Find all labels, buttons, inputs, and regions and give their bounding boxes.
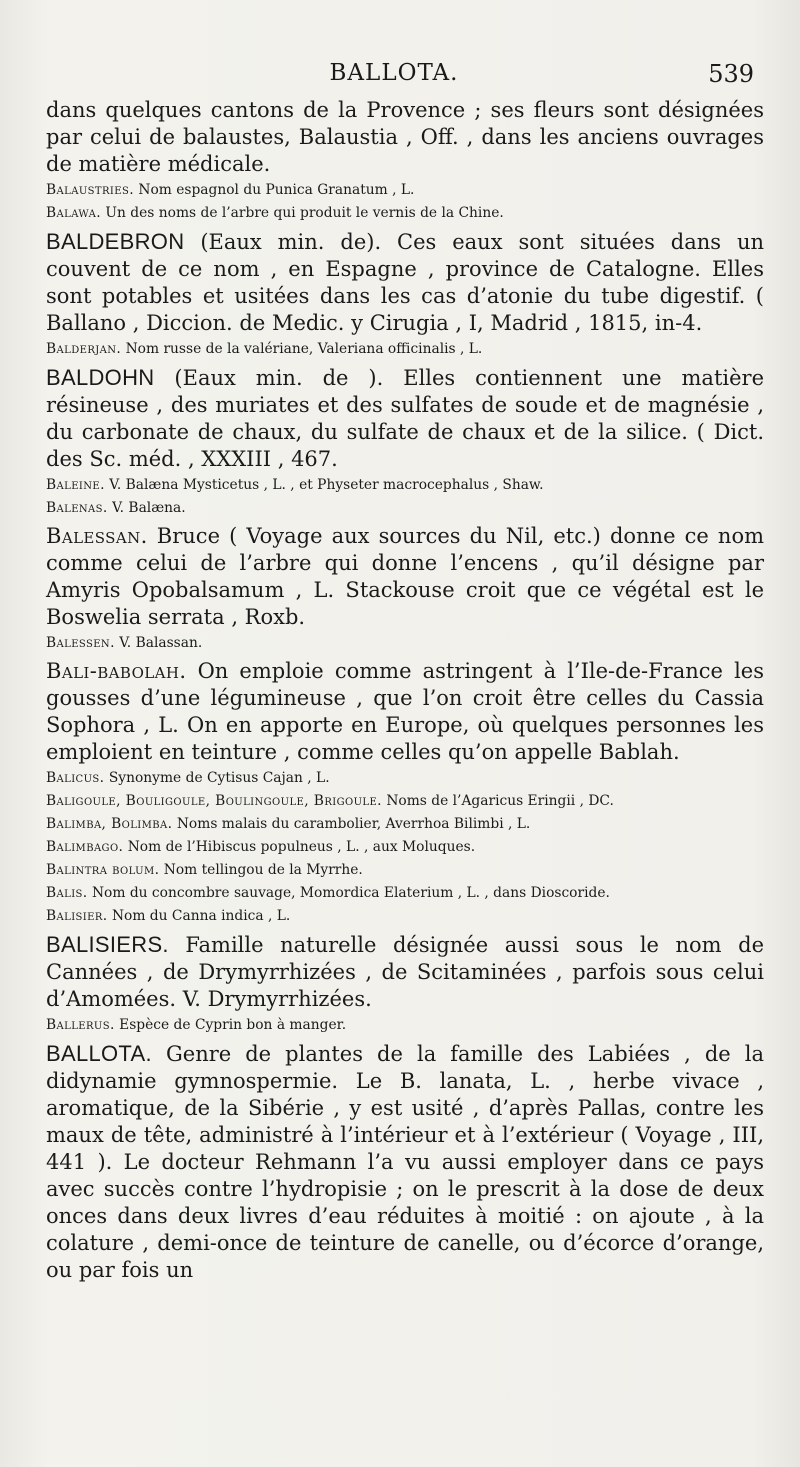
entry-term: Balimbago. bbox=[46, 839, 124, 855]
dictionary-entry bbox=[46, 205, 764, 222]
entry-body: (Eaux min. de ). Elles contiennent une matière résineuse , des muriates et des sulfates de soude et de magnésie , du carbonate de chaux, du sulfate de chaux et de la silice. ( Dict. des Sc. méd. , XXXIII , 467. bbox=[46, 366, 764, 471]
entry-body: Synonyme de Cytisus Cajan , L. bbox=[104, 770, 330, 786]
entry-body: V. Balassan. bbox=[114, 635, 203, 651]
dictionary-entry bbox=[46, 635, 764, 652]
entry-body: Nom tellingou de la Myrrhe. bbox=[159, 862, 363, 878]
dictionary-entry bbox=[46, 364, 764, 473]
dictionary-entry bbox=[46, 182, 764, 199]
dictionary-entry bbox=[46, 523, 764, 631]
dictionary-entry bbox=[46, 500, 764, 517]
entry-term: Balicus. bbox=[46, 770, 105, 786]
entry-term: Baleine. bbox=[46, 477, 105, 493]
entry-term: Balawa. bbox=[46, 205, 102, 221]
entry-body: On emploie comme astringent à l’Ile-de-France les gousses d’une légumineuse , que l’on croit être celles du Cassia Sophora , L. On en apporte en Europe, où quelques personnes les emploient en teinture , comme celles qu’on appelle Bablah. bbox=[46, 659, 764, 764]
dictionary-entry bbox=[46, 931, 764, 1013]
entry-body: Nom du Canna indica , L. bbox=[107, 908, 291, 924]
entry-body: (Eaux min. de). Ces eaux sont situées dans un couvent de ce nom , en Espagne , province de Catalogne. Elles sont potables et usitées dans les cas d’atonie du tube digestif. ( Ballano , Diccion. de Medic. y Cirugia , I, Madrid , 1815, in-4. bbox=[46, 230, 764, 335]
entry-body: Espèce de Cyprin bon à manger. bbox=[114, 1017, 347, 1033]
entry-term: Balaustries. bbox=[46, 182, 134, 198]
entry-body: Nom russe de la valériane, Valeriana officinalis , L. bbox=[121, 341, 483, 357]
entry-term: BALDEBRON bbox=[46, 229, 185, 254]
dictionary-entry bbox=[46, 885, 764, 902]
entry-body: Un des noms de l’arbre qui produit le vernis de la Chine. bbox=[101, 205, 504, 221]
continued-paragraph: dans quelques cantons de la Provence ; ses fleurs sont désignées par celui de balaustes, Balaustia , Off. , dans les anciens ouvrages de matière médicale. bbox=[46, 98, 764, 176]
entry-body: Nom espagnol du Punica Granatum , L. bbox=[134, 182, 415, 198]
entry-term: Balenas. bbox=[46, 500, 108, 516]
entry-body: Famille naturelle désignée aussi sous le nom de Cannées , de Drymyrrhizées , de Scitaminées , parfois sous celui d’Amomées. V. Drymyrrhizées. bbox=[46, 933, 764, 1011]
running-title: BALLOTA. bbox=[329, 60, 459, 86]
entry-term: Baligoule, Bouligoule, Boulingoule, Brigoule. bbox=[46, 793, 382, 809]
dictionary-entry bbox=[46, 839, 764, 856]
entry-term: BALDOHN bbox=[46, 365, 155, 390]
dictionary-entry bbox=[46, 228, 764, 337]
entry-term: Bali-babolah. bbox=[46, 659, 187, 683]
page-header bbox=[34, 56, 754, 92]
dictionary-entry bbox=[46, 793, 764, 810]
entry-body: Noms de l’Agaricus Eringii , DC. bbox=[381, 793, 614, 809]
dictionary-entry bbox=[46, 341, 764, 358]
entry-term: Balis. bbox=[46, 885, 88, 901]
entry-body: V. Balæna Mysticetus , L. , et Physeter macrocephalus , Shaw. bbox=[104, 477, 544, 493]
entry-term: Ballerus. bbox=[46, 1017, 115, 1033]
entry-body: Noms malais du carambolier, Averrhoa Bilimbi , L. bbox=[172, 816, 531, 832]
entry-term: Balessen. bbox=[46, 635, 115, 651]
entry-term: BALLOTA. bbox=[46, 1041, 152, 1066]
entry-term: Balimba, Bolimba. bbox=[46, 816, 173, 832]
entry-term: Balisier. bbox=[46, 908, 108, 924]
dictionary-entry bbox=[46, 1017, 764, 1034]
dictionary-entry bbox=[46, 862, 764, 879]
dictionary-entry bbox=[46, 816, 764, 833]
page-number: 539 bbox=[708, 60, 754, 88]
entry-body: Bruce ( Voyage aux sources du Nil, etc.) donne ce nom comme celui de l’arbre qui donne l’encens , qu’il désigne par Amyris Opobalsamum , L. Stackouse croit que ce végétal est le Boswelia serrata , Roxb. bbox=[46, 524, 764, 629]
page-body bbox=[46, 97, 764, 1287]
entry-body: Nom du concombre sauvage, Momordica Elaterium , L. , dans Dioscoride. bbox=[87, 885, 610, 901]
entry-term: Balessan. bbox=[46, 524, 148, 548]
entry-body: V. Balæna. bbox=[107, 500, 186, 516]
dictionary-entry bbox=[46, 1040, 764, 1284]
dictionary-entry bbox=[46, 658, 764, 766]
entry-body: Genre de plantes de la famille des Labiées , de la didynamie gymnospermie. Le B. lanata, L. , herbe vivace , aromatique, de la Sibérie , y est usité , d’après Pallas, contre les maux de tête, administré à l’intérieur et à l’extérieur ( Voyage , III, 441 ). Le docteur Rehmann l’a vu aussi employer dans ce pays avec succès contre l’hydropisie ; on le prescrit à la dose de deux onces dans deux livres d’eau réduites à moitié : on ajoute , à la colature , demi-once de teinture de canelle, ou d’écorce d’orange, ou par fois un bbox=[46, 1042, 764, 1282]
entry-body: Nom de l’Hibiscus populneus , L. , aux Moluques. bbox=[123, 839, 476, 855]
entry-term: Balintra bolum. bbox=[46, 862, 160, 878]
entry-term: Balderjan. bbox=[46, 341, 122, 357]
dictionary-entry bbox=[46, 908, 764, 925]
dictionary-entry bbox=[46, 770, 764, 787]
entry-term: BALISIERS. bbox=[46, 932, 169, 957]
dictionary-entry bbox=[46, 477, 764, 494]
